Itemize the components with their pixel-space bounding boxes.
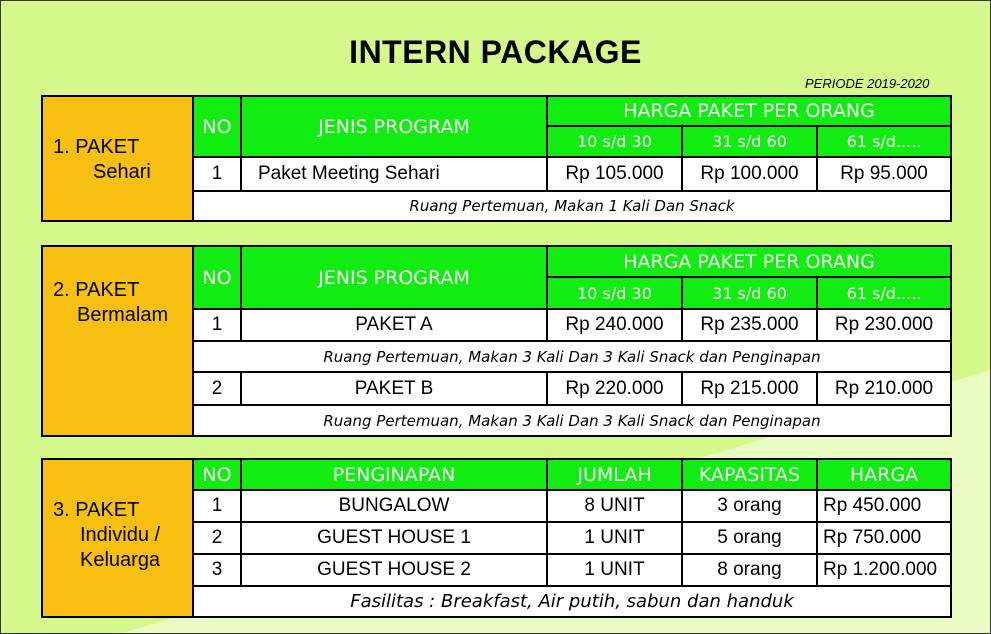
package-3-header-no: NO [192,458,242,491]
package-2-row-2-no: 2 [192,371,242,406]
package-2-row-2-program: PAKET B [240,371,548,406]
package-3-header-lodging: PENGINAPAN [240,458,548,491]
package-3-row-2-no: 2 [192,521,242,555]
package-3-row-3-lodging: GUEST HOUSE 2 [240,553,548,587]
package-1-row-1-price-2: Rp 100.000 [681,156,818,192]
package-1-header-no: NO [192,95,242,158]
package-3-row-1-quantity: 8 UNIT [546,489,683,523]
package-3-label-line3: Keluarga [80,548,161,571]
package-2-row-1-note: Ruang Pertemuan, Makan 3 Kali Dan 3 Kali Snack dan Penginapan [192,340,952,373]
package-3-row-1-price: Rp 450.000 [816,489,952,523]
package-2-row-1-price-1: Rp 240.000 [546,308,683,342]
package-1-row-1-no: 1 [192,156,242,192]
package-3-facilities-note: Fasilitas : Breakfast, Air putih, sabun dan handuk [192,585,952,618]
package-3-label [41,458,194,618]
package-2-range-2: 31 s/d 60 [681,276,818,310]
package-3-label-line2: Individu / [80,523,161,546]
package-1-range-1: 10 s/d 30 [546,125,683,158]
package-3-row-2-quantity: 1 UNIT [546,521,683,555]
package-3-header-price: HARGA [816,458,952,491]
package-3-row-3-price: Rp 1.200.000 [816,553,952,587]
package-3-row-1-lodging: BUNGALOW [240,489,548,523]
package-1-label-line2: Sehari [93,160,151,183]
package-1-header-program: JENIS PROGRAM [240,95,548,158]
package-2-range-3: 61 s/d..... [816,276,952,310]
package-3-row-2-price: Rp 750.000 [816,521,952,555]
package-2-header-no: NO [192,245,242,310]
package-2-header-price: HARGA PAKET PER ORANG [546,245,952,278]
package-1-label [41,95,194,222]
package-2-row-1-price-3: Rp 230.000 [816,308,952,342]
package-1-header-price: HARGA PAKET PER ORANG [546,95,952,127]
package-3-label-line1: 3. PAKET [53,498,140,521]
package-2-row-1-no: 1 [192,308,242,342]
period-label: PERIODE 2019-2020 [805,76,930,91]
package-3-row-3-quantity: 1 UNIT [546,553,683,587]
package-2-row-1-price-2: Rp 235.000 [681,308,818,342]
package-2-row-2-price-2: Rp 215.000 [681,371,818,406]
package-1-row-1-price-3: Rp 95.000 [816,156,952,192]
package-1-range-3: 61 s/d..... [816,125,952,158]
package-1-label-line1: 1. PAKET [53,135,140,158]
package-3-row-3-capacity: 8 orang [681,553,818,587]
package-2-row-2-note: Ruang Pertemuan, Makan 3 Kali Dan 3 Kali Snack dan Penginapan [192,404,952,437]
package-3-row-1-capacity: 3 orang [681,489,818,523]
package-3-row-3-no: 3 [192,553,242,587]
package-3-row-1-no: 1 [192,489,242,523]
package-2-row-2-price-3: Rp 210.000 [816,371,952,406]
package-3-row-2-lodging: GUEST HOUSE 1 [240,521,548,555]
package-2-row-2-price-1: Rp 220.000 [546,371,683,406]
package-3-row-2-capacity: 5 orang [681,521,818,555]
page-title: INTERN PACKAGE [349,34,642,70]
package-3-header-quantity: JUMLAH [546,458,683,491]
package-2-header-program: JENIS PROGRAM [240,245,548,310]
package-2-range-1: 10 s/d 30 [546,276,683,310]
package-1-range-2: 31 s/d 60 [681,125,818,158]
package-2-label [41,245,194,437]
package-2-label-line2: Bermalam [77,304,169,326]
package-1-row-1-program: Paket Meeting Sehari [240,156,548,192]
package-2-row-1-program: PAKET A [240,308,548,342]
package-1-row-1-note: Ruang Pertemuan, Makan 1 Kali Dan Snack [192,190,952,222]
package-2-label-line1: 2. PAKET [53,279,140,301]
package-1-row-1-price-1: Rp 105.000 [546,156,683,192]
package-3-header-capacity: KAPASITAS [681,458,818,491]
